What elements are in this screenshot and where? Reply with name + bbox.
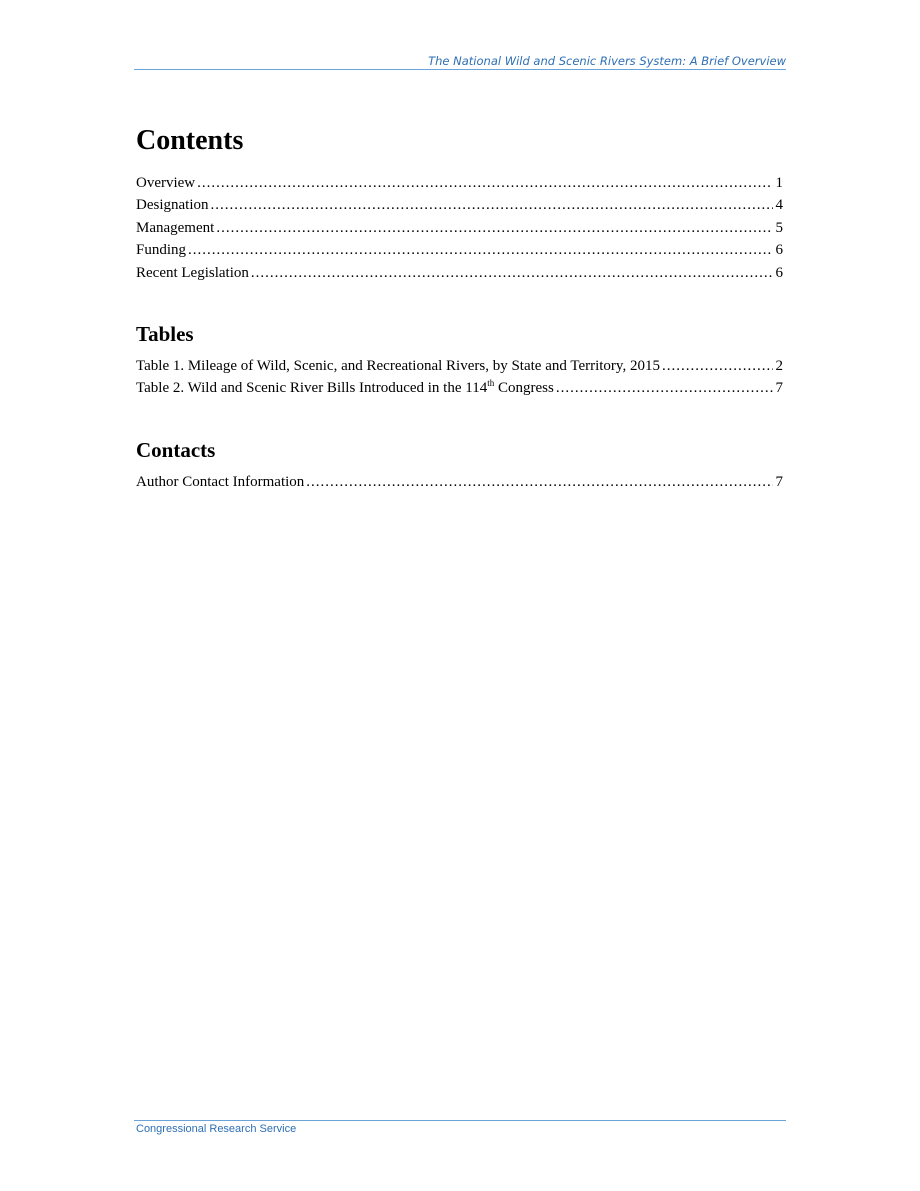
toc-entry-management[interactable] [136, 217, 783, 239]
toc-entry-page: 2 [775, 358, 783, 374]
toc-leader-dots [211, 194, 773, 216]
toc-entry-label: Table 1. Mileage of Wild, Scenic, and Recreational Rivers, by State and Territory, 2015 [136, 358, 660, 374]
toc-entry-author-contact[interactable] [136, 471, 783, 493]
toc-entry-page: 7 [775, 380, 783, 397]
toc-entry-label: Management [136, 219, 215, 236]
toc-leader-dots [251, 262, 773, 284]
toc-entry-designation[interactable] [136, 194, 783, 216]
toc-entry-label: Recent Legislation [136, 264, 249, 281]
toc-entry-page: 1 [775, 175, 783, 191]
tables-heading: Tables [136, 322, 194, 346]
toc-entry-funding[interactable] [136, 239, 783, 261]
header-title: The National Wild and Scenic Rivers System: A Brief Overview [428, 54, 786, 68]
toc-leader-dots [197, 172, 772, 194]
contents-heading: Contents [136, 125, 244, 156]
toc-entry-table-2[interactable] [136, 377, 783, 399]
toc-entry-page: 4 [775, 197, 783, 214]
footer-rule [134, 1120, 786, 1121]
toc-entry-label-after: Congress [494, 380, 554, 397]
toc-entry-page: 6 [775, 242, 783, 259]
toc-entry-overview[interactable] [136, 172, 783, 194]
toc-entry-recent-legislation[interactable] [136, 262, 783, 284]
toc-entry-page: 5 [775, 219, 783, 236]
toc-entry-label: Author Contact Information [136, 474, 305, 490]
toc-leader-dots [556, 377, 773, 399]
footer-text: Congressional Research Service [136, 1123, 297, 1135]
toc-entry-page: 7 [775, 474, 783, 490]
toc-entry-label: Overview [136, 175, 196, 191]
ordinal-superscript: th [487, 378, 495, 389]
toc-entry-table-1[interactable] [136, 355, 783, 377]
toc-entry-page: 6 [775, 264, 783, 281]
tables-list [136, 355, 783, 400]
toc-entry-label [136, 377, 554, 399]
contacts-heading: Contacts [136, 438, 216, 462]
toc-entry-label: Funding [136, 242, 187, 259]
toc-leader-dots [216, 217, 772, 239]
contacts-list [136, 471, 783, 493]
toc-leader-dots [306, 471, 772, 493]
toc-entry-label-before: Table 2. Wild and Scenic River Bills Introduced in the 114 [136, 380, 488, 397]
header-rule [134, 69, 786, 70]
toc-leader-dots [662, 355, 773, 377]
toc-leader-dots [188, 239, 772, 261]
toc-entry-label: Designation [136, 197, 209, 214]
contents-list [136, 172, 783, 284]
